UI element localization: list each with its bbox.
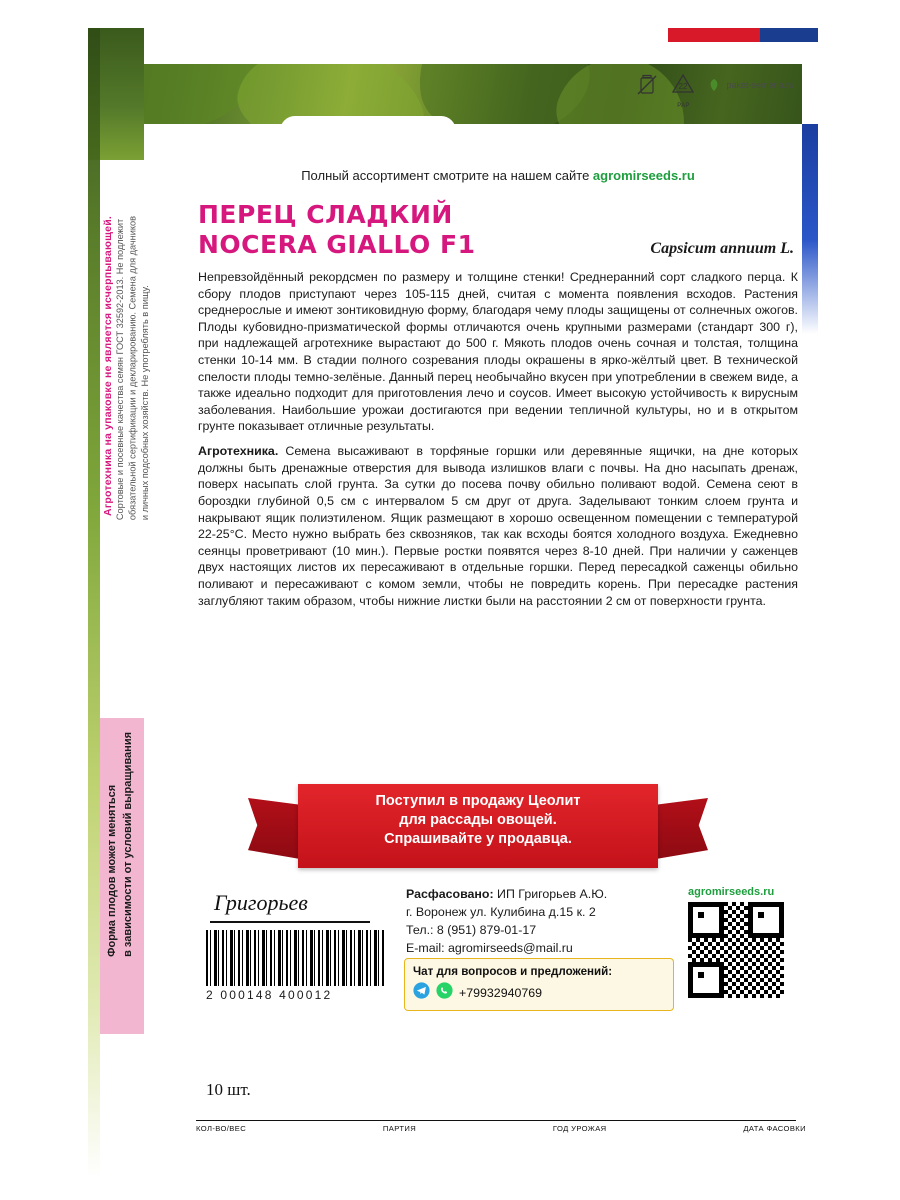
paket-semena-link [706, 77, 794, 93]
seed-packet [88, 28, 818, 1178]
latin-name: Capsicum annuum L. [650, 240, 794, 257]
qr-eye [688, 962, 724, 998]
telegram-icon[interactable] [413, 982, 430, 1004]
pap-label: PAP [677, 103, 690, 109]
side-pink-box-line2: в зависимости от условий выращивания [121, 732, 134, 957]
qr-code-icon[interactable] [688, 902, 784, 998]
signature: Григорьев [214, 890, 308, 915]
svg-text:22: 22 [679, 82, 688, 91]
quantity-value: 10 шт. [206, 1080, 251, 1099]
side-gost-line3: и личных подсобных хозяйств. Не употреблять в пищу. [139, 285, 150, 521]
side-gost-line2: обязательной сертификации и декларированию. Семена для дачников [127, 216, 138, 521]
side-pink-box [100, 718, 144, 1034]
packer-email: E-mail: agromirseeds@mail.ru [406, 940, 573, 955]
product-title-line2: NOCERA GIALLO F1 [198, 230, 476, 259]
side-pink-box-line1: Форма плодов может меняться [106, 784, 118, 957]
product-title-row [198, 230, 798, 259]
packer-phone: Тел.: 8 (951) 879-01-17 [406, 922, 537, 937]
side-gost-note [114, 216, 151, 520]
promo-ribbon [248, 776, 708, 882]
footer-label-harvest-year: ГОД УРОЖАЯ [552, 1124, 607, 1133]
left-side-strip [88, 28, 150, 1178]
barcode [206, 930, 386, 1002]
ribbon-text [304, 792, 652, 849]
chat-contacts-row [413, 982, 665, 1004]
site-banner [198, 168, 798, 183]
agrotech-label: Агротехника. [198, 444, 279, 459]
packer-line [406, 886, 666, 904]
whatsapp-icon[interactable] [436, 982, 453, 1004]
right-edge-white-top [802, 42, 818, 124]
recycling-triangle-icon [670, 72, 696, 109]
agrotech-text: Семена высаживают в торфяные горшки или деревянные ящички, на дне которых должны быть дренажные отверстия для вывода излишков влаги с почвы. На дно насыпать дренаж, поверх насыпать слой грунта. За сутки до посева почву обильно поливают водой. Семена сеют в бороздки глубиной 0,5 см с интервалом 5 см друг от друга. Заделывают тонким слоем грунта и накрывают ящик полиэтиленом. Ящик размещают в хорошо освещенном помещении с температурой 22-25°С. Место нужно выбрать без сквозняков, так как всходы боятся холодного воздуха. Ежедневно сеянцы проветривают (10 мин.). Первые ростки появятся через 8-10 дней. При наличии у саженцев двух настоящих листов их пересаживают в отдельные горшки. Перед пересадкой саженцы обильно поливают и пересаживают с комом земли, чтобы не повредить корень. При пересадке растения заглубляют таким образом, чтобы нижние листки были на расстоянии 2 см от поверхности грунта. [198, 444, 798, 608]
side-pink-note: Агротехника на упаковке не является исчерпывающей. [102, 216, 114, 516]
site-banner-url: agromirseeds.ru [592, 168, 695, 183]
qr-site-label: agromirseeds.ru [688, 886, 775, 898]
red-corner-mark [668, 28, 760, 42]
packer-info [406, 886, 666, 958]
blue-corner-mark [760, 28, 818, 42]
packed-label: Расфасовано: [406, 887, 494, 901]
side-pink-box-text [105, 732, 137, 957]
ribbon-line1: Поступил в продажу Цеолит [375, 793, 581, 809]
agrotech-paragraph [198, 443, 798, 609]
ribbon-line2: для рассады овощей. [399, 812, 557, 829]
site-banner-prefix: Полный ассортимент смотрите на нашем сайте [301, 168, 593, 183]
barcode-number: 2 000148 400012 [206, 988, 333, 1002]
packed-value: ИП Григорьев А.Ю. [493, 887, 608, 901]
right-blue-edge [802, 124, 818, 334]
description-paragraph: Непревзойдённый рекордсмен по размеру и толщине стенки! Среднеранний сорт сладкого перца. К сбору плодов приступают через 105-115 дней, считая с момента появления всходов. Растения среднерослые и имеют зонтиковидную форму, благодаря чему плоды защищены от солнечных ожогов. Плоды кубовидно-призматической формы отличаются очень крупными размерами (стандарт 300 г), при надлежащей агротехнике вырастают до 500 г. Мякоть плодов очень сочная и толстая, толщина стенки 10-14 мм. В стадии полного созревания плоды окрашены в ярко-жёлтый цвет. В технической спелости плоды темно-зелёные. Данный перец необычайно вкусен при употреблении в свежем виде, а также идеально подходит для приготовления лечо и соусов. Имеет высокую устойчивость к вирусным заболевания. Наибольшие урожаи достигаются при ведении тепличной культуры, но и в открытом грунте показывает отличные результаты. [198, 270, 798, 434]
packer-address: г. Воронеж ул. Кулибина д.15 к. 2 [406, 904, 596, 919]
side-gost-line1: Сортовые и посевные качества семян ГОСТ 32592-2013. Не подлежит [115, 218, 125, 521]
paket-semena-logo-icon [706, 77, 722, 93]
signature-underline [210, 921, 370, 923]
ribbon-tail-right [650, 798, 708, 860]
footer-label-pack-date: ДАТА ФАСОВКИ [743, 1124, 806, 1133]
packaging-icons-row [634, 72, 794, 109]
packet-description [198, 269, 798, 609]
ribbon-line3: Спрашивайте у продавца. [384, 831, 572, 848]
footer-labels [196, 1124, 806, 1133]
chat-box [404, 958, 674, 1011]
product-title-line1: ПЕРЕЦ СЛАДКИЙ [198, 200, 453, 229]
barcode-bars [206, 930, 386, 986]
hang-hole-tab [280, 116, 456, 146]
packet-main-content [198, 168, 798, 617]
footer-label-qty: КОЛ-ВО/ВЕС [196, 1124, 247, 1133]
no-waste-bin-icon [634, 72, 660, 98]
footer-divider [196, 1120, 796, 1121]
paket-semena-text: paket-semena.ru [726, 80, 794, 90]
chat-phone: +79932940769 [459, 986, 543, 1000]
qr-eye [748, 902, 784, 938]
chat-header: Чат для вопросов и предложений: [413, 965, 613, 978]
footer-label-batch: ПАРТИЯ [382, 1124, 417, 1133]
left-green-edge [88, 28, 100, 1178]
qr-eye [688, 902, 724, 938]
